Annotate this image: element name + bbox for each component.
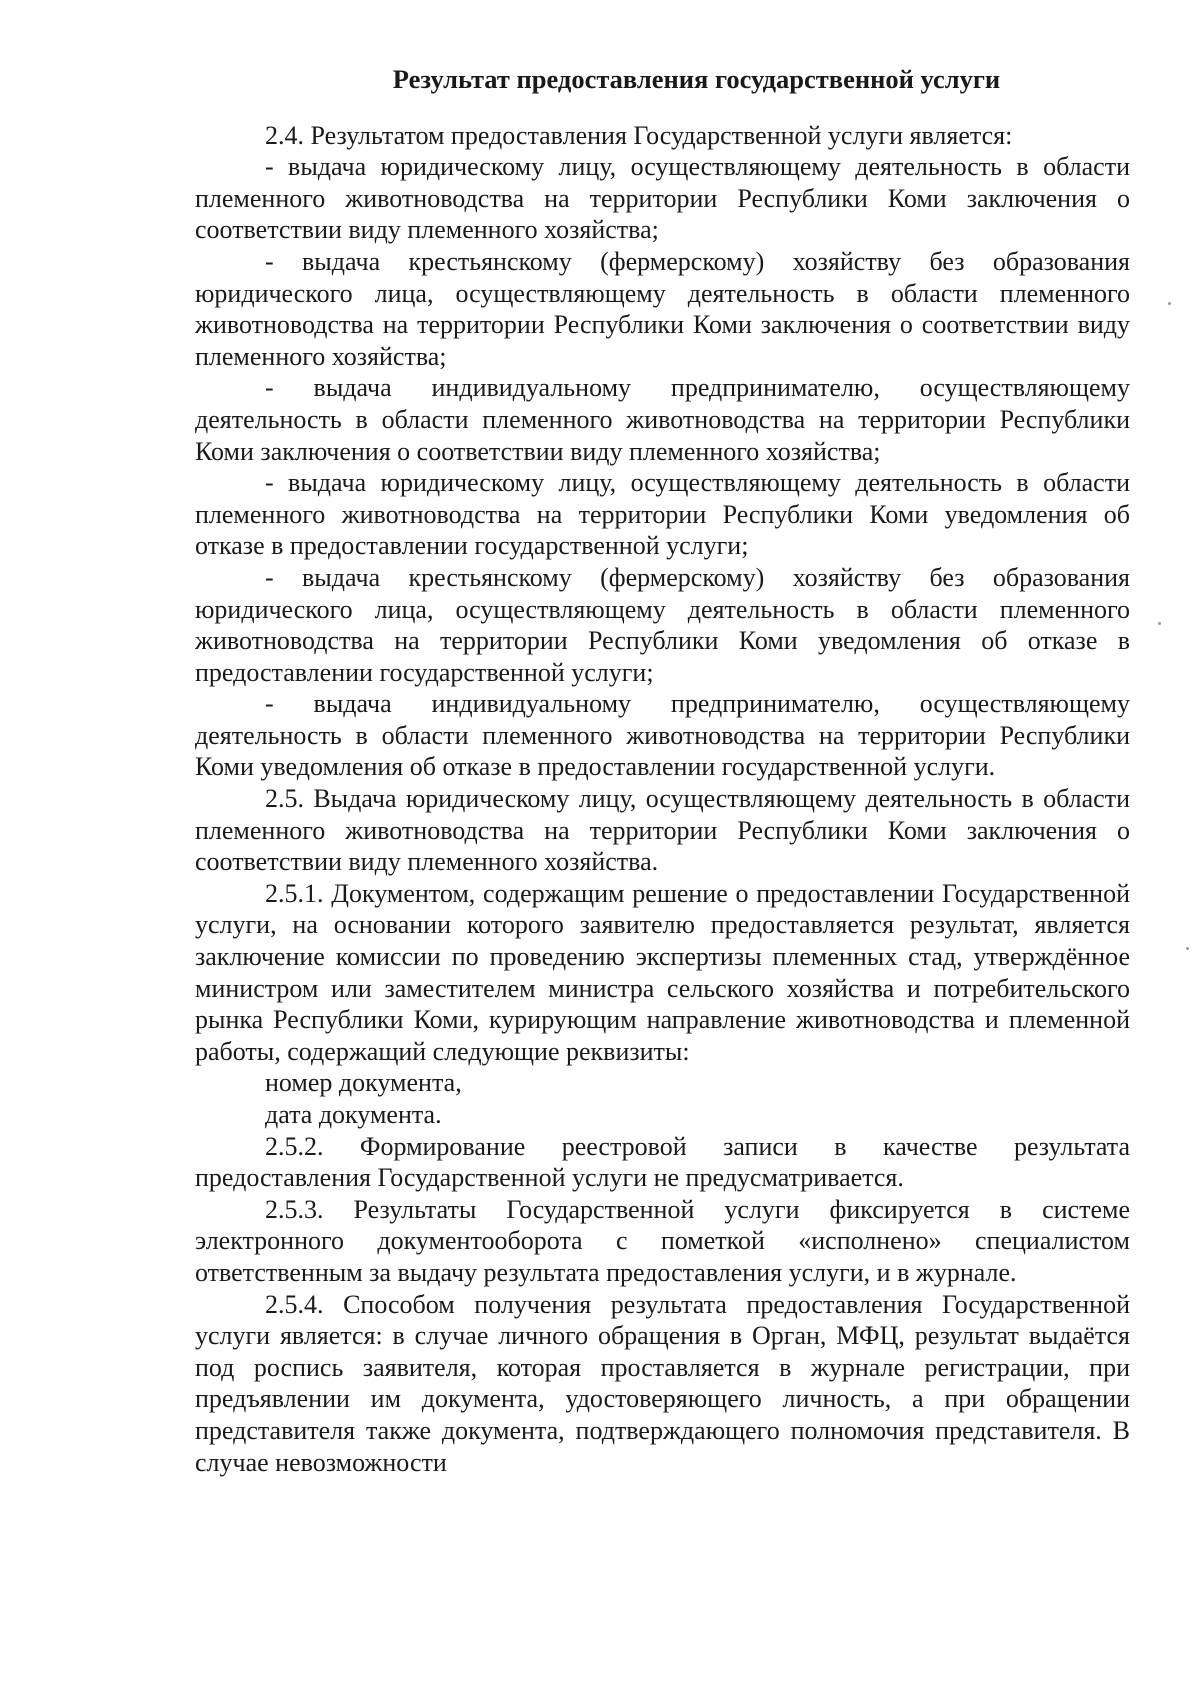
paragraph-2-5-1: 2.5.1. Документом, содержащим решение о предоставлении Государственной услуги, на основании которого заявителю предоставляется результат, является заключение комиссии по проведению экспертизы племенных стад, утверждённое министром или заместителем министра сельского хозяйства и потребительского рынка Республики Коми, курирующим направление животноводства и племенной работы, содержащий следующие реквизиты: <box>195 878 1130 1066</box>
list-item-2: - выдача крестьянскому (фермерскому) хозяйству без образования юридического лица, осуществляющему деятельность в области племенного животноводства на территории Республики Коми заключения о соответствии виду племенного хозяйства; <box>195 246 1130 371</box>
section-title: Результат предоставления государственной услуги <box>392 64 1001 94</box>
list-item-6: - выдача индивидуальному предпринимателю, осуществляющему деятельность в области племенного животноводства на территории Республики Коми уведомления об отказе в предоставлении государственной услуги. <box>195 689 1130 782</box>
paragraph-2-5: 2.5. Выдача юридическому лицу, осуществляющему деятельность в области племенного животноводства на территории Республики Коми заключения о соответствии виду племенного хозяйства. <box>195 784 1130 877</box>
paragraph-2-5-4: 2.5.4. Способом получения результата предоставления Государственной услуги является: в случае личного обращения в Орган, МФЦ, результат выдаётся под роспись заявителя, которая проставляется в журнале регистрации, при предъявлении им документа, удостоверяющего личность, а при обращении представителя также документа, подтверждающего полномочия представителя. В случае невозможности <box>195 1289 1130 1477</box>
list-item-5: - выдача крестьянскому (фермерскому) хозяйству без образования юридического лица, осуществляющему деятельность в области племенного животноводства на территории Республики Коми уведомления об отказе в предоставлении государственной услуги; <box>195 562 1130 687</box>
list-item-4: - выдача юридическому лицу, осуществляющему деятельность в области племенного животноводства на территории Республики Коми уведомления об отказе в предоставлении государственной услуги; <box>195 468 1130 561</box>
scan-speck <box>1158 622 1161 625</box>
paragraph-2-5-2: 2.5.2. Формирование реестровой записи в качестве результата предоставления Государственной услуги не предусматривается. <box>195 1131 1130 1193</box>
requisite-doc-date: дата документа. <box>265 1100 442 1129</box>
paragraph-2-4: 2.4. Результатом предоставления Государственной услуги является: <box>265 120 1013 150</box>
document-page <box>195 64 1130 1478</box>
paragraph-2-5-3: 2.5.3. Результаты Государственной услуги фиксируется в системе электронного документооборота с пометкой «исполнено» специалистом ответственным за выдачу результата предоставления услуги, и в журнале. <box>195 1194 1130 1287</box>
list-item-3: - выдача индивидуальному предпринимателю, осуществляющему деятельность в области племенного животноводства на территории Республики Коми заключения о соответствии виду племенного хозяйства; <box>195 373 1130 466</box>
scan-speck <box>1168 302 1171 305</box>
list-item-1: - выдача юридическому лицу, осуществляющему деятельность в области племенного животноводства на территории Республики Коми заключения о соответствии виду племенного хозяйства; <box>195 152 1130 245</box>
scan-speck <box>1186 947 1189 950</box>
requisite-doc-number: номер документа, <box>265 1068 462 1098</box>
